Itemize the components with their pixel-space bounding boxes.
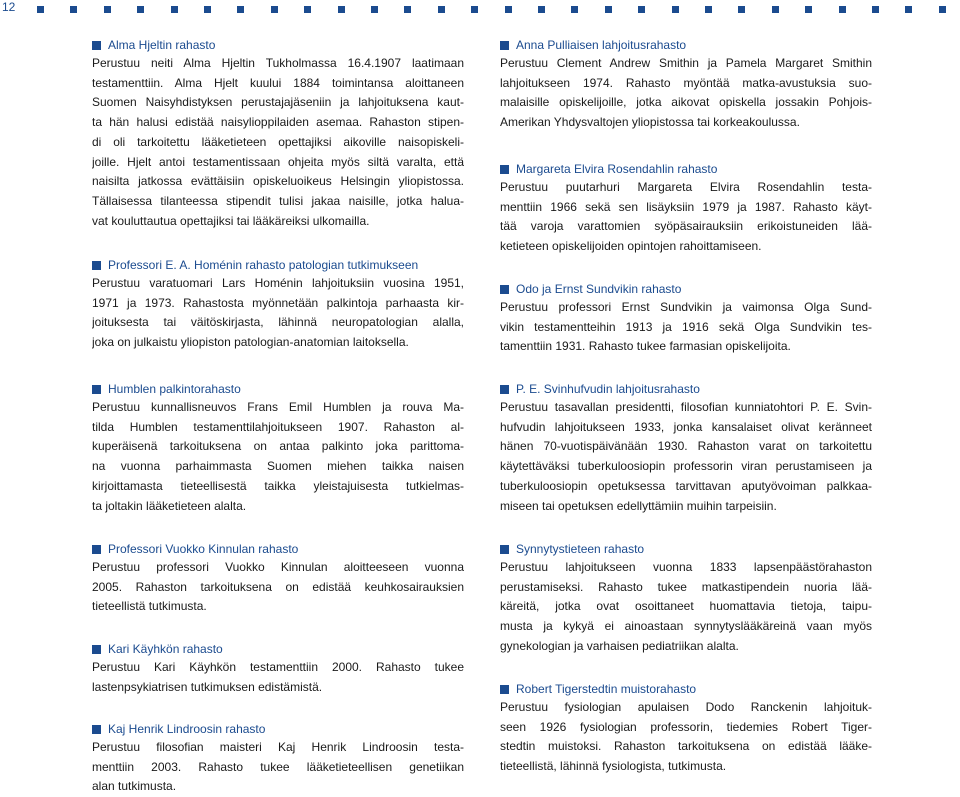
description-line: Perustuu filosofian maisteri Kaj Henrik Lindroosin testa-	[92, 740, 464, 754]
fund-title-text: Margareta Elvira Rosendahlin rahasto	[516, 162, 718, 176]
header-square-icon	[805, 6, 812, 13]
description-line: ta hän halusi edistää naisylioppilaiden asemaa. Rahaston stipen-	[92, 115, 464, 130]
description-line: tää varoja varattomien syöpäsairauksiin erikoistuneiden lää-	[500, 219, 872, 234]
fund-section	[92, 640, 464, 697]
fund-title	[500, 280, 872, 298]
description-line: tieteellistä, lähinnä fysiologista, tutkimusta.	[500, 759, 727, 774]
description-line: lastenpsykiatrisen tutkimuksen edistämistä.	[92, 679, 323, 694]
fund-description	[500, 178, 872, 257]
fund-title	[92, 36, 464, 54]
description-line: menttiin 1966 sekä sen lisäyksiin 1979 ja 1987. Rahasto käyt-	[500, 199, 872, 214]
bullet-square-icon	[92, 261, 101, 270]
description-line: käreitä, jotka ovat osoittaneet huomattavia tietoja, taipu-	[500, 599, 872, 614]
fund-description	[92, 54, 464, 231]
fund-section	[92, 36, 464, 231]
description-line: menttiin 2003. Rahasto tukee lääketieteellisen genetiikan	[92, 759, 464, 774]
fund-title-text: Odo ja Ernst Sundvikin rahasto	[516, 282, 682, 296]
fund-section	[500, 380, 872, 516]
fund-title	[92, 720, 464, 738]
fund-title-text: Professori E. A. Homénin rahasto patologian tutkimukseen	[108, 258, 419, 272]
fund-section	[92, 720, 464, 797]
header-square-icon	[605, 6, 612, 13]
description-line: ta joltakin lääketieteen alalta.	[92, 498, 247, 513]
fund-section	[500, 680, 872, 777]
description-line: Suomen Naisyhdistyksen perustajajäseniin ja lahjoituksena kaut-	[92, 95, 464, 110]
header-square-icon	[505, 6, 512, 13]
top-decorative-bar	[0, 0, 960, 20]
description-line: naisilta jatkossa evättäisiin opiskeluoikeus Helsingin yliopistossa.	[92, 174, 464, 189]
fund-title-text: Professori Vuokko Kinnulan rahasto	[108, 542, 299, 556]
fund-title	[92, 540, 464, 558]
description-line: vikin testamentteihin 1913 ja 1916 sekä Olga Sundvikin tes-	[500, 319, 872, 334]
description-line: stedtin muistoksi. Rahaston tarkoituksena on edistää lääke-	[500, 739, 872, 754]
bullet-square-icon	[500, 545, 509, 554]
fund-title-text: Humblen palkintorahasto	[108, 382, 241, 396]
bullet-square-icon	[500, 385, 509, 394]
bullet-square-icon	[500, 41, 509, 50]
description-line: joituksesta tai väitöskirjasta, lähinnä neuropatologian alalla,	[92, 315, 464, 330]
header-square-icon	[939, 6, 946, 13]
description-line: vat kouluttautua opettajiksi tai lääkäreiksi ulkomailla.	[92, 213, 370, 228]
description-line: musta ja kykyä ei ainoastaan synnytyslääkäreinä vaan myös	[500, 619, 872, 634]
fund-section	[92, 540, 464, 617]
header-square-icon	[37, 6, 44, 13]
fund-title	[92, 256, 464, 274]
fund-title	[500, 160, 872, 178]
description-line: gynekologian ja varhaisen pediatriikan alalta.	[500, 638, 739, 653]
header-square-icon	[237, 6, 244, 13]
description-line: Tällaisessa tilanteessa stipendit tulisi jakaa naisille, jotka halua-	[92, 193, 464, 208]
description-line: kuperäisenä tarkoituksena on antaa palkinto joka parittoma-	[92, 439, 464, 454]
fund-section	[92, 380, 464, 516]
description-line: Amerikan Yhdysvaltojen yliopistossa tai korkeakoulussa.	[500, 115, 800, 130]
fund-title	[92, 640, 464, 658]
fund-description	[500, 558, 872, 657]
header-square-icon	[638, 6, 645, 13]
fund-title-text: Kaj Henrik Lindroosin rahasto	[108, 722, 266, 736]
bullet-square-icon	[92, 725, 101, 734]
header-square-icon	[371, 6, 378, 13]
fund-section	[500, 36, 872, 133]
description-line: seen 1926 fysiologian professorin, tiedemies Robert Tiger-	[500, 719, 872, 734]
fund-section	[500, 280, 872, 357]
fund-title-text: Robert Tigerstedtin muistorahasto	[516, 682, 697, 696]
description-line: hufvudin lahjoitukseen 1933, jonka kansalaiset olivat keränneet	[500, 419, 872, 434]
description-line: miseen tai opetuksen edellyttämiin muihin tarpeisiin.	[500, 498, 777, 513]
fund-title-text: Alma Hjeltin rahasto	[108, 38, 216, 52]
description-line: Perustuu Kari Käyhkön testamenttiin 2000. Rahasto tukee	[92, 660, 464, 674]
fund-title-text: Kari Käyhkön rahasto	[108, 642, 223, 656]
header-square-icon	[438, 6, 445, 13]
header-square-icon	[738, 6, 745, 13]
bullet-square-icon	[92, 645, 101, 654]
header-square-icon	[104, 6, 111, 13]
description-line: Perustuu lahjoitukseen vuonna 1833 lapsenpäästörahaston	[500, 560, 872, 574]
fund-description	[500, 398, 872, 516]
fund-title-text: Anna Pulliaisen lahjoitusrahasto	[516, 38, 687, 52]
description-line: hänen 70-vuotispäivänään 1930. Rahaston varat on tarkoitettu	[500, 439, 872, 454]
fund-section	[92, 256, 464, 353]
fund-description	[500, 54, 872, 133]
header-square-icon	[204, 6, 211, 13]
header-square-icon	[338, 6, 345, 13]
description-line: ketieteen opiskelijoiden opintojen rahoittamiseen.	[500, 239, 762, 254]
description-line: tilda Humblen testamenttilahjoitukseen 1907. Rahaston al-	[92, 419, 464, 434]
description-line: Perustuu varatuomari Lars Homénin lahjoituksiin vuosina 1951,	[92, 276, 464, 290]
description-line: Perustuu puutarhuri Margareta Elvira Rosendahlin testa-	[500, 180, 872, 194]
description-line: malaisille opiskelijoille, jotka aikovat opiskella jossakin Pohjois-	[500, 95, 872, 110]
header-square-icon	[705, 6, 712, 13]
description-line: Perustuu fysiologian apulaisen Dodo Ranckenin lahjoituk-	[500, 700, 872, 714]
description-line: joille. Hjelt antoi testamentissaan ohjeita myös siltä varalta, että	[92, 154, 464, 169]
description-line: Perustuu professori Ernst Sundvikin ja vaimonsa Olga Sund-	[500, 300, 872, 314]
description-line: 1971 ja 1973. Rahastosta myönnetään palkintoja parhaasta kir-	[92, 295, 464, 310]
fund-title-text: Synnytystieteen rahasto	[516, 542, 645, 556]
bullet-square-icon	[92, 545, 101, 554]
description-line: lahjoitukseen 1974. Rahasto myöntää matka-avustuksia suo-	[500, 75, 872, 90]
description-line: käytettäväksi tuberkuloosiopin professorin viran perustamiseen ja	[500, 459, 872, 474]
fund-description	[92, 558, 464, 617]
header-square-icon	[872, 6, 879, 13]
description-line: testamenttiin. Alma Hjelt kuului 1884 toimintansa aloittaneen	[92, 75, 464, 90]
fund-title	[500, 380, 872, 398]
fund-title	[500, 680, 872, 698]
bullet-square-icon	[500, 165, 509, 174]
fund-description	[92, 738, 464, 797]
header-square-icon	[772, 6, 779, 13]
header-square-icon	[271, 6, 278, 13]
fund-title	[500, 36, 872, 54]
description-line: Perustuu tasavallan presidentti, filosofian kunniatohtori P. E. Svin-	[500, 400, 872, 414]
description-line: perustamiseksi. Rahasto tukee matkastipendein nuoria lää-	[500, 579, 872, 594]
fund-title	[92, 380, 464, 398]
fund-description	[500, 298, 872, 357]
description-line: tuberkuloosiopin opetuksessa tarvittavan aputyövoiman palkkaa-	[500, 478, 872, 493]
header-square-icon	[304, 6, 311, 13]
fund-title-text: P. E. Svinhufvudin lahjoitusrahasto	[516, 382, 700, 396]
description-line: kirjoittamasta tieteellisestä taikka yleistajuisesta tutkielmas-	[92, 478, 464, 493]
description-line: Perustuu professori Vuokko Kinnulan aloitteeseen vuonna	[92, 560, 464, 574]
header-square-icon	[404, 6, 411, 13]
description-line: Perustuu neiti Alma Hjeltin Tukholmassa 16.4.1907 laatimaan	[92, 56, 464, 70]
header-square-icon	[571, 6, 578, 13]
fund-description	[92, 658, 464, 697]
header-square-icon	[471, 6, 478, 13]
bullet-square-icon	[92, 41, 101, 50]
header-square-icon	[839, 6, 846, 13]
description-line: di oli tarkoitettu lääketieteen opettajiksi aikoville naisopiskeli-	[92, 134, 464, 149]
description-line: Perustuu Clement Andrew Smithin ja Pamela Margaret Smithin	[500, 56, 872, 70]
fund-section	[500, 160, 872, 257]
description-line: joka on julkaistu yliopiston patologian-anatomian laitoksella.	[92, 335, 409, 350]
fund-description	[92, 398, 464, 516]
header-square-icon	[538, 6, 545, 13]
header-square-icon	[905, 6, 912, 13]
fund-description	[92, 274, 464, 353]
description-line: alan tutkimusta.	[92, 779, 177, 794]
description-line: tamenttiin 1931. Rahasto tukee farmasian opiskelijoita.	[500, 339, 791, 354]
header-square-icon	[137, 6, 144, 13]
bullet-square-icon	[500, 685, 509, 694]
fund-title	[500, 540, 872, 558]
header-square-icon	[70, 6, 77, 13]
description-line: na vuonna parhaimmasta Suomen miehen taikka naisen	[92, 459, 464, 474]
bullet-square-icon	[500, 285, 509, 294]
description-line: tieteellistä tutkimusta.	[92, 599, 207, 614]
page-number: 12	[2, 0, 16, 14]
bullet-square-icon	[92, 385, 101, 394]
description-line: Perustuu kunnallisneuvos Frans Emil Humblen ja rouva Ma-	[92, 400, 464, 414]
fund-section	[500, 540, 872, 657]
header-square-icon	[171, 6, 178, 13]
header-square-icon	[672, 6, 679, 13]
fund-description	[500, 698, 872, 777]
description-line: 2005. Rahaston tarkoituksena on edistää keuhkosairauksien	[92, 579, 464, 594]
